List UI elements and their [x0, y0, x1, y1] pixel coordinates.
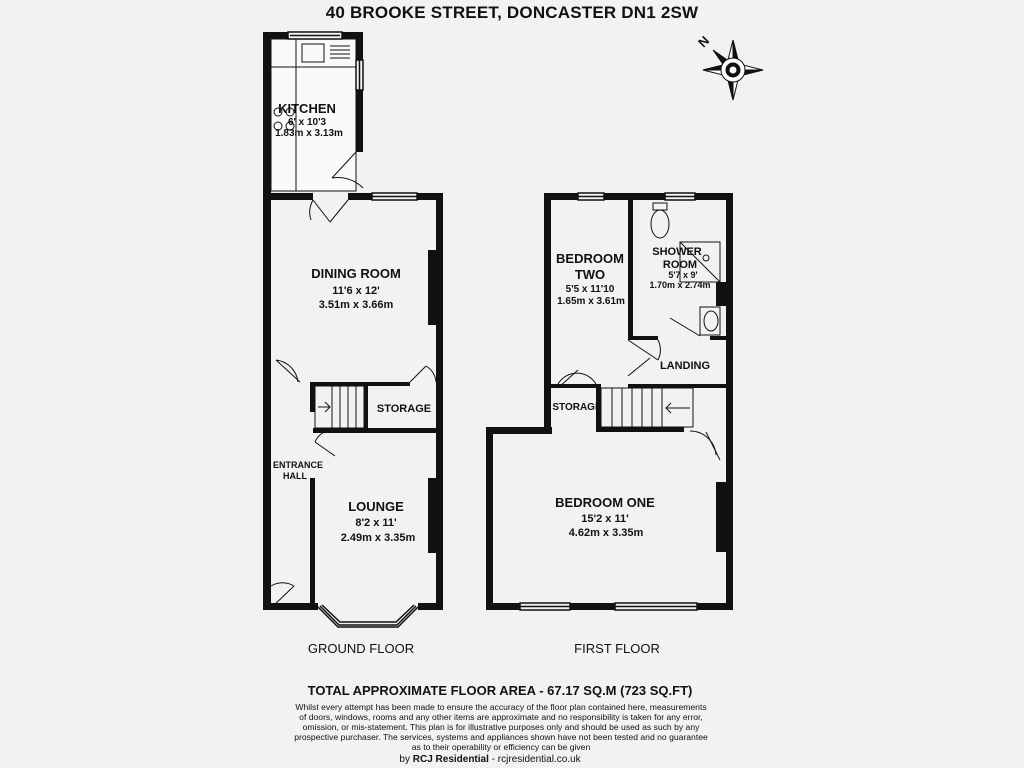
compass-north-label: N — [695, 33, 713, 51]
bedroom-two-line2: TWO — [574, 267, 606, 282]
bay-window — [318, 605, 418, 627]
credit-company: RCJ Residential — [412, 754, 489, 765]
kitchen-metric: 1.83m x 3.13m — [275, 128, 343, 139]
ground-floor-label: GROUND FLOOR — [307, 641, 415, 656]
shower-room-metric: 1.70m x 2.74m — [649, 280, 711, 290]
disclaimer-text: Whilst every attempt has been made to ensure the accuracy of the floor plan contained here, measurements of doors, windows, rooms and any other items are approximate and no responsibility is taken for any error, omission, or mis-statement. This plan is for illustrative purposes only and should be used as such by any prospective purchaser. The services, systems and appliances shown have not been tested and no guarantee as to their operability or efficiency can be given — [294, 702, 708, 752]
bedroom-one-imperial: 15'2 x 11' — [581, 513, 629, 525]
lounge-metric: 2.49m x 3.35m — [340, 532, 416, 544]
credit-line — [0, 754, 980, 765]
landing-name: LANDING — [659, 360, 711, 372]
dining-window — [372, 193, 417, 200]
compass-rose — [703, 40, 763, 100]
entrance-hall-line1: ENTRANCE — [272, 460, 324, 470]
kitchen-name: KITCHEN — [278, 101, 336, 116]
total-floor-area: TOTAL APPROXIMATE FLOOR AREA - 67.17 SQ.M (723 SQ.FT) — [307, 683, 693, 698]
lounge-name: LOUNGE — [348, 499, 404, 514]
bedroom-two-imperial: 5'5 x 11'10 — [565, 284, 615, 295]
dining-room-name: DINING ROOM — [311, 266, 401, 281]
storage-ground-name: STORAGE — [376, 403, 432, 415]
shower-room-imperial: 5'7 x 9' — [668, 270, 698, 280]
credit-separator: - — [488, 754, 498, 765]
credit-prefix: by — [399, 754, 410, 765]
bedroom-two-line1: BEDROOM — [556, 251, 624, 266]
bedroom-one-metric: 4.62m x 3.35m — [568, 527, 644, 539]
dining-room-imperial: 11'6 x 12' — [332, 285, 380, 297]
storage-first-name: STORAGE — [552, 402, 602, 413]
credit-website: rcjresidential.co.uk — [497, 754, 581, 765]
shower-room-line2: ROOM — [662, 259, 698, 271]
dining-room-metric: 3.51m x 3.66m — [318, 299, 394, 311]
bedroom-one-name: BEDROOM ONE — [555, 495, 655, 510]
first-floor-label: FIRST FLOOR — [574, 641, 660, 656]
bedroom-two-metric: 1.65m x 3.61m — [557, 296, 625, 307]
kitchen-imperial: 6' x 10'3 — [287, 117, 327, 128]
first-floor-stairs — [601, 388, 693, 427]
ground-stairs — [315, 386, 364, 428]
page-title: 40 BROOKE STREET, DONCASTER DN1 2SW — [325, 3, 699, 22]
lounge-imperial: 8'2 x 11' — [355, 517, 397, 529]
entrance-hall-line2: HALL — [283, 471, 307, 481]
shower-room-line1: SHOWER — [652, 246, 702, 258]
